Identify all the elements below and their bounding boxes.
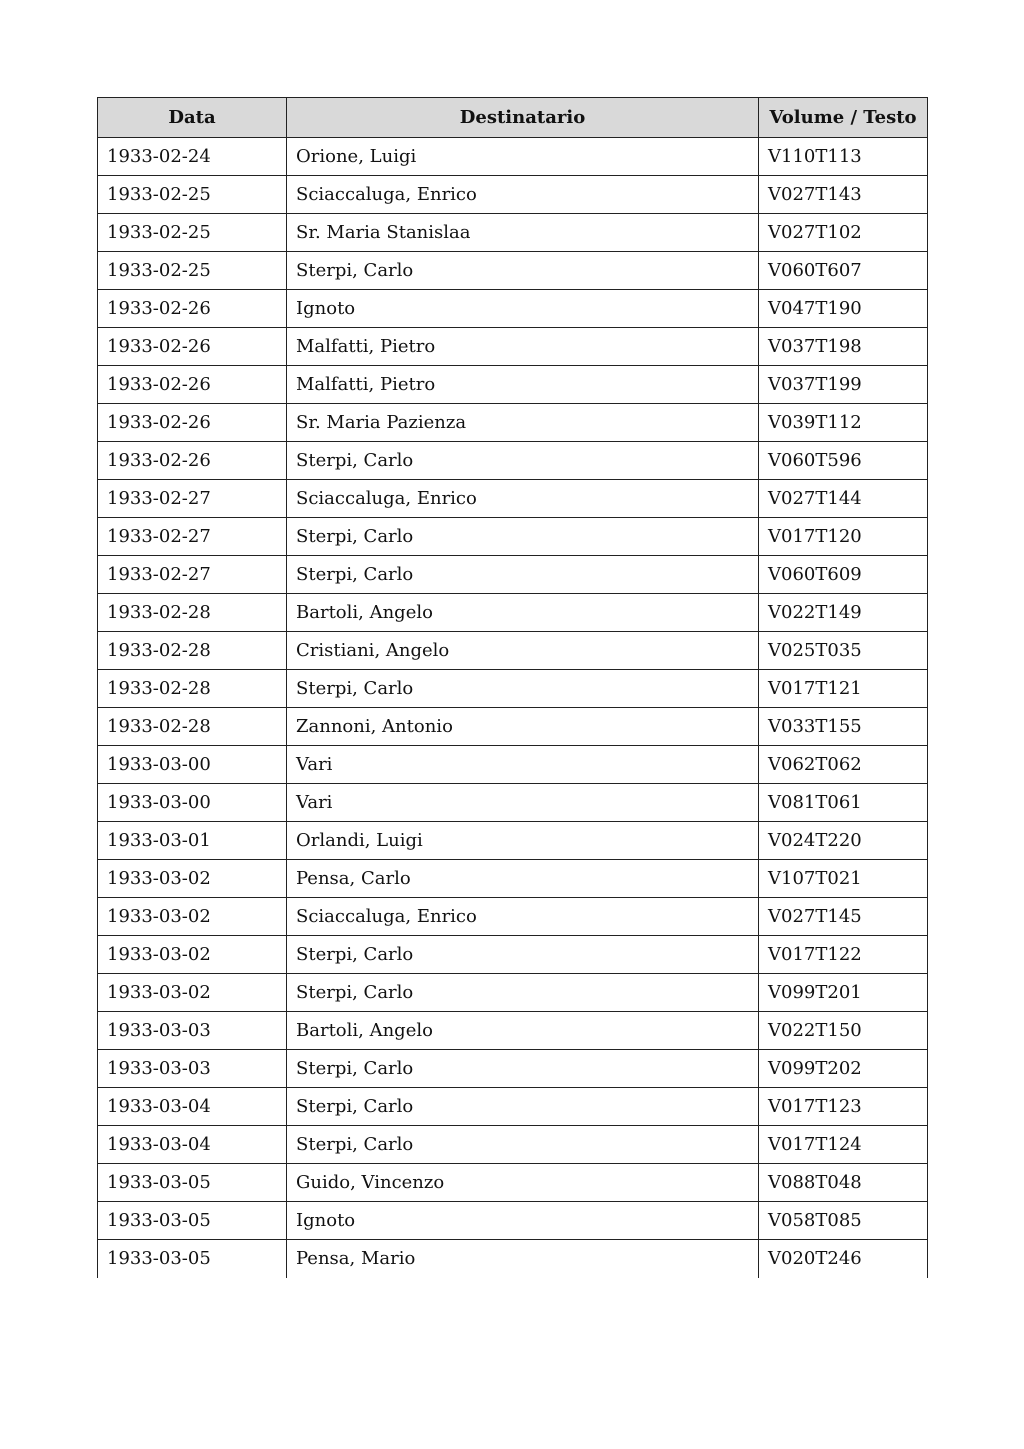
header-row <box>98 98 928 138</box>
cell-volume: V060T607 <box>759 252 928 290</box>
header-volume: Volume / Testo <box>759 98 928 138</box>
table-row <box>98 1202 928 1240</box>
cell-volume: V047T190 <box>759 290 928 328</box>
cell-date: 1933-03-05 <box>98 1202 287 1240</box>
cell-date: 1933-02-28 <box>98 594 287 632</box>
header-date: Data <box>98 98 287 138</box>
cell-date: 1933-03-04 <box>98 1126 287 1164</box>
cell-date: 1933-02-28 <box>98 708 287 746</box>
table-row <box>98 708 928 746</box>
table-header <box>98 98 928 138</box>
cell-volume: V022T150 <box>759 1012 928 1050</box>
cell-date: 1933-02-27 <box>98 556 287 594</box>
cell-volume: V037T199 <box>759 366 928 404</box>
cell-recipient: Bartoli, Angelo <box>287 594 759 632</box>
cell-date: 1933-03-01 <box>98 822 287 860</box>
table-row <box>98 252 928 290</box>
cell-volume: V058T085 <box>759 1202 928 1240</box>
cell-volume: V017T123 <box>759 1088 928 1126</box>
table-row <box>98 784 928 822</box>
table-row <box>98 1088 928 1126</box>
table-row <box>98 518 928 556</box>
cell-date: 1933-02-26 <box>98 328 287 366</box>
cell-volume: V037T198 <box>759 328 928 366</box>
table-row <box>98 556 928 594</box>
cell-recipient: Vari <box>287 784 759 822</box>
cell-recipient: Sterpi, Carlo <box>287 518 759 556</box>
cell-recipient: Sterpi, Carlo <box>287 1126 759 1164</box>
cell-volume: V088T048 <box>759 1164 928 1202</box>
table-row <box>98 442 928 480</box>
cell-volume: V027T144 <box>759 480 928 518</box>
table-row <box>98 632 928 670</box>
cell-date: 1933-03-02 <box>98 898 287 936</box>
cell-volume: V022T149 <box>759 594 928 632</box>
table-row <box>98 898 928 936</box>
cell-recipient: Ignoto <box>287 290 759 328</box>
cell-recipient: Sciaccaluga, Enrico <box>287 176 759 214</box>
table-row <box>98 176 928 214</box>
cell-date: 1933-03-05 <box>98 1240 287 1278</box>
cell-recipient: Bartoli, Angelo <box>287 1012 759 1050</box>
cell-volume: V060T609 <box>759 556 928 594</box>
table-row <box>98 936 928 974</box>
cell-volume: V099T202 <box>759 1050 928 1088</box>
cell-date: 1933-02-25 <box>98 214 287 252</box>
table-row <box>98 480 928 518</box>
cell-recipient: Sterpi, Carlo <box>287 936 759 974</box>
cell-date: 1933-02-26 <box>98 290 287 328</box>
cell-volume: V017T121 <box>759 670 928 708</box>
cell-recipient: Sterpi, Carlo <box>287 1050 759 1088</box>
cell-volume: V017T122 <box>759 936 928 974</box>
cell-recipient: Malfatti, Pietro <box>287 328 759 366</box>
table-row <box>98 594 928 632</box>
cell-volume: V024T220 <box>759 822 928 860</box>
cell-recipient: Sterpi, Carlo <box>287 442 759 480</box>
cell-date: 1933-02-26 <box>98 366 287 404</box>
cell-volume: V027T102 <box>759 214 928 252</box>
table-row <box>98 290 928 328</box>
cell-recipient: Orlandi, Luigi <box>287 822 759 860</box>
cell-recipient: Ignoto <box>287 1202 759 1240</box>
cell-recipient: Pensa, Mario <box>287 1240 759 1278</box>
cell-volume: V027T145 <box>759 898 928 936</box>
table-row <box>98 1012 928 1050</box>
table-row <box>98 746 928 784</box>
cell-date: 1933-02-27 <box>98 480 287 518</box>
cell-date: 1933-03-02 <box>98 936 287 974</box>
cell-volume: V081T061 <box>759 784 928 822</box>
cell-volume: V027T143 <box>759 176 928 214</box>
cell-recipient: Sciaccaluga, Enrico <box>287 480 759 518</box>
table-row <box>98 1240 928 1278</box>
cell-date: 1933-03-03 <box>98 1050 287 1088</box>
cell-recipient: Cristiani, Angelo <box>287 632 759 670</box>
cell-date: 1933-03-04 <box>98 1088 287 1126</box>
cell-recipient: Sterpi, Carlo <box>287 974 759 1012</box>
cell-recipient: Sciaccaluga, Enrico <box>287 898 759 936</box>
cell-date: 1933-03-02 <box>98 860 287 898</box>
cell-recipient: Zannoni, Antonio <box>287 708 759 746</box>
cell-volume: V060T596 <box>759 442 928 480</box>
table-row <box>98 860 928 898</box>
cell-date: 1933-02-26 <box>98 442 287 480</box>
cell-recipient: Orione, Luigi <box>287 138 759 176</box>
cell-recipient: Vari <box>287 746 759 784</box>
cell-volume: V039T112 <box>759 404 928 442</box>
table-row <box>98 404 928 442</box>
cell-recipient: Sterpi, Carlo <box>287 556 759 594</box>
cell-recipient: Sr. Maria Stanislaa <box>287 214 759 252</box>
table-body <box>98 138 928 1278</box>
cell-date: 1933-02-26 <box>98 404 287 442</box>
table-row <box>98 670 928 708</box>
cell-date: 1933-03-00 <box>98 784 287 822</box>
cell-recipient: Sr. Maria Pazienza <box>287 404 759 442</box>
table-row <box>98 822 928 860</box>
table-row <box>98 328 928 366</box>
cell-date: 1933-03-03 <box>98 1012 287 1050</box>
cell-recipient: Sterpi, Carlo <box>287 670 759 708</box>
cell-recipient: Sterpi, Carlo <box>287 1088 759 1126</box>
cell-recipient: Sterpi, Carlo <box>287 252 759 290</box>
table-row <box>98 366 928 404</box>
cell-volume: V017T124 <box>759 1126 928 1164</box>
table-row <box>98 1126 928 1164</box>
letters-table <box>97 97 928 1278</box>
cell-volume: V020T246 <box>759 1240 928 1278</box>
cell-volume: V099T201 <box>759 974 928 1012</box>
cell-recipient: Malfatti, Pietro <box>287 366 759 404</box>
cell-date: 1933-02-27 <box>98 518 287 556</box>
cell-date: 1933-02-24 <box>98 138 287 176</box>
cell-volume: V017T120 <box>759 518 928 556</box>
cell-volume: V033T155 <box>759 708 928 746</box>
cell-date: 1933-02-25 <box>98 252 287 290</box>
table-row <box>98 138 928 176</box>
cell-date: 1933-02-28 <box>98 670 287 708</box>
cell-recipient: Guido, Vincenzo <box>287 1164 759 1202</box>
cell-date: 1933-03-05 <box>98 1164 287 1202</box>
table-row <box>98 1050 928 1088</box>
cell-volume: V110T113 <box>759 138 928 176</box>
cell-recipient: Pensa, Carlo <box>287 860 759 898</box>
cell-volume: V062T062 <box>759 746 928 784</box>
cell-volume: V025T035 <box>759 632 928 670</box>
table-row <box>98 1164 928 1202</box>
cell-date: 1933-03-02 <box>98 974 287 1012</box>
cell-date: 1933-02-25 <box>98 176 287 214</box>
table-row <box>98 974 928 1012</box>
cell-volume: V107T021 <box>759 860 928 898</box>
cell-date: 1933-02-28 <box>98 632 287 670</box>
cell-date: 1933-03-00 <box>98 746 287 784</box>
table-row <box>98 214 928 252</box>
header-recipient: Destinatario <box>287 98 759 138</box>
